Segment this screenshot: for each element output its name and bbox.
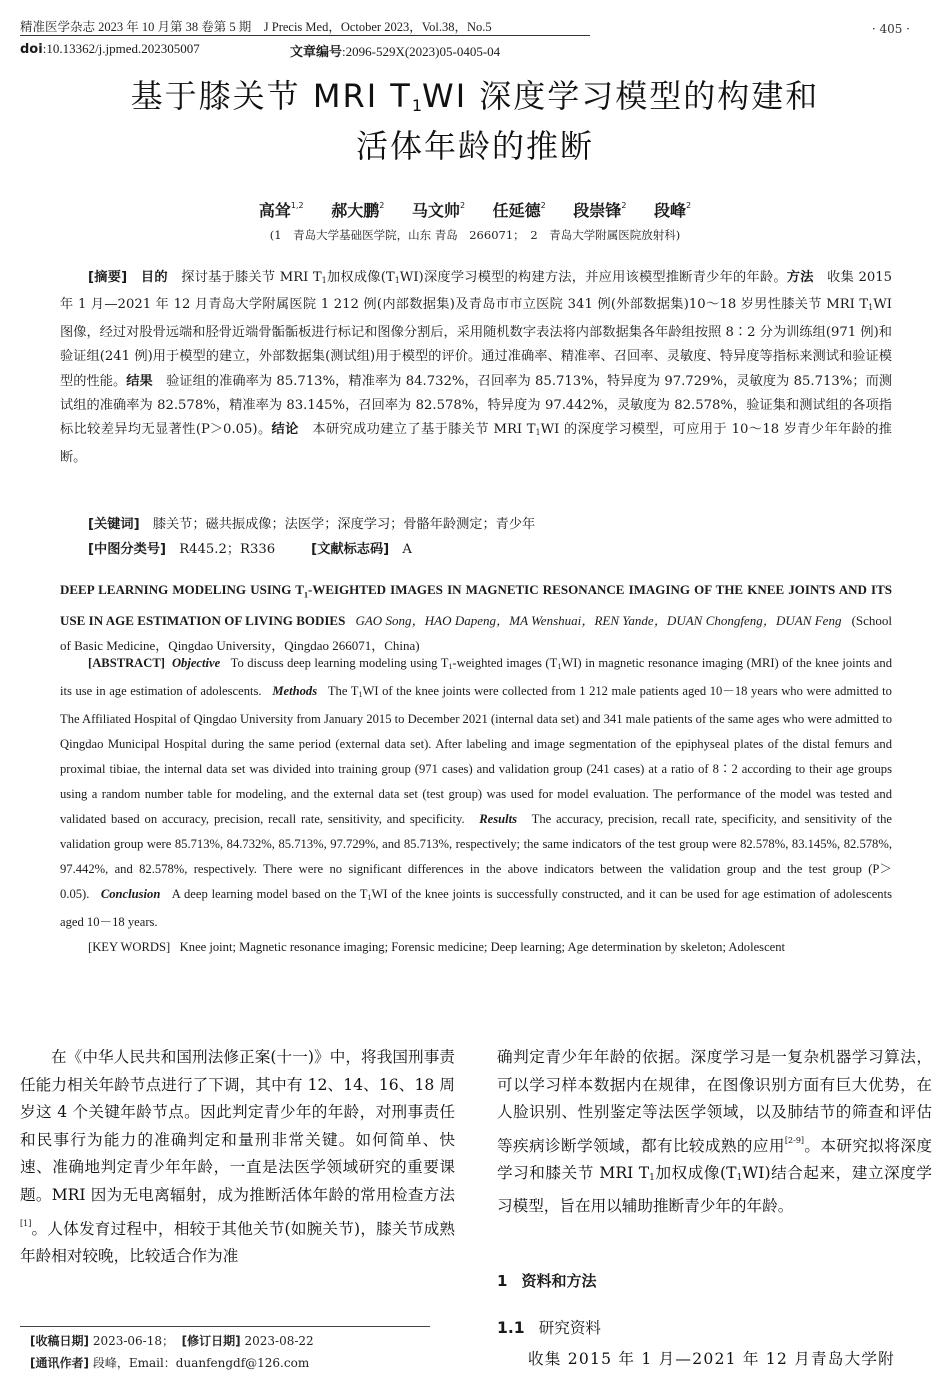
doi-link[interactable]: :10.13362/j.jpmed.202305007 xyxy=(42,41,200,56)
zh-abstract: [摘要] 目的 探讨基于膝关节 MRI T1加权成像(T1WI)深度学习模型的构建方法，并应用该模型推断青少年的年龄。方法 收集 2015 年 1 月—2021 年 12 月青岛大学附属医院 1 212 例(内部数据集)及青岛市市立医院 341 例(外部数据集)10～18 岁男性膝关节 MRI T1WI 图像，经过对股骨远端和胫骨近端骨骺骺板进行标记和图像分割后，采用随机数字表法将内部数据集各年龄组按照 8∶2 分为训练组(971 例)和验证组(241 例)用于模型的建立，外部数据集(测试组)用于模型的评价。通过准确率、精准率、召回率、灵敏度、特异度等指标来测试和验证模型的性能。结果 验证组的准确率为 85.713%，精准率为 84.732%，召回率为 85.713%，特异度为 97.729%，灵敏度为 85.713%；而测试组的准确率为 82.578%，精准率为 83.145%，召回率为 82.578%，特异度为 97.442%，灵敏度为 82.578%，验证集和测试组的各项指标比较差异均无显著性(P＞0.05)。结论 本研究成功建立了基于膝关节 MRI T1WI 的深度学习模型，可应用于 10～18 岁青少年年龄的推断。 xyxy=(60,270,893,465)
doi: doi:10.13362/j.jpmed.202305007 xyxy=(20,41,200,57)
paper-title-line2: 活体年龄的推断 xyxy=(355,127,594,165)
article-number: 文章编号:2096-529X(2023)05-0405-04 xyxy=(290,44,501,60)
author-list xyxy=(0,198,950,221)
citation-link[interactable]: [2-9] xyxy=(784,1135,805,1145)
en-abstract: [ABSTRACT] Objective To discuss deep learning modeling using $T_1$-weighted images $(T_1WI)$ in magnetic resonance imaging (MRI) of the knee joints and its use in age estimation of adolescents. Methods The $T_1WI$ of the knee joints were collected from 1 212 male patients aged 10－18 years who were admitted to The Affiliated Hospital of Qingdao University from January 2015 to December 2021 (internal data set) and 341 male patients of the same ages who were admitted to Qingdao Municipal Hospital during the same period (external data set). After labeling and image segmentation of the epiphyseal plates of the distal femurs and proximal tibiae, the internal data set was divided into training group (971 cases) and validation group (241 cases) at a ratio of 8∶2 according to their age groups using a random number table for modeling, and the external data set (test group) was used for model evaluation. The performance of the model was tested and validated based on accuracy, precision, recall rate, sensitivity, and specificity. Results The accuracy, precision, recall rate, specificity, and sensitivity of the validation group were 85.713%, 84.732%, 85.713%, 97.729%, and 85.713%, respectively; the same indicators of the test group were 82.578%, 83.145%, 82.578%, 97.442%, and 82.578%, respectively. There were no significant differences in the above indicators between the validation group and the test group (P＞0.05). Conclusion A deep learning model based on the $T_1WI$ of the knee joints is successfully constructed, and it can be used for age estimation of adolescents aged 10－18 years. [KEY WORDS] Knee joint; Magnetic resonance imaging; Forensic medicine; Deep learning; Age determination by skeleton; Adolescent xyxy=(60,651,892,960)
zh-classification: [中图分类号] R445.2；R336 [文献标志码] A xyxy=(88,542,412,557)
author: 任延德$^2$ xyxy=(492,201,546,220)
subsection-heading: 1.1 研究资料 xyxy=(497,1319,602,1337)
page-number: · 405 · xyxy=(871,22,910,36)
footnote-corresponding: [通讯作者] 段峰，Email：duanfengdf@126.com xyxy=(30,1356,310,1370)
zh-keywords: [关键词] 膝关节；磁共振成像；法医学；深度学习；骨骼年龄测定；青少年 xyxy=(88,517,536,532)
affiliation: (1 青岛大学基础医学院，山东 青岛 266071； 2 青岛大学附属医院放射科) xyxy=(269,228,681,242)
en-title-block: DEEP LEARNING MODELING USING $T_1$-WEIGHTED IMAGES IN MAGNETIC RESONANCE IMAGING OF THE KNEE JOINTS AND ITS USE IN AGE ESTIMATION OF LIVING BODIES GAO Song，HAO Dapeng，MA Wenshuai，REN Yande，DUAN Chongfeng，DUAN Feng (School of Basic Medicine，Qingdao University，Qingdao 266071，China) xyxy=(60,582,893,653)
en-keywords: [KEY WORDS] Knee joint; Magnetic resonance imaging; Forensic medicine; Deep learning; Age determination by skeleton; Adolescent xyxy=(88,940,786,954)
email-link[interactable]: 段峰，Email：duanfengdf@126.com xyxy=(92,1356,310,1370)
footnote-dates: [收稿日期] 2023-06-18； [修订日期] 2023-08-22 xyxy=(30,1334,314,1348)
footnote-rule xyxy=(20,1326,430,1327)
body-right-column: 确判定青少年年龄的依据。深度学习是一复杂机器学习算法，可以学习样本数据内在规律，在图像识别方面有巨大优势，在人脸识别、性别鉴定等法医学领域，以及肺结节的筛查和评估等疾病诊断学领域，都有比较成熟的应用[2-9]。本研究拟将深度学习和膝关节 MRI $T_1$加权成像$(T_1WI)$结合起来，建立深度学习模型，旨在用以辅助推断青少年的年龄。 xyxy=(497,1048,932,1215)
body-left-column: 在《中华人民共和国刑法修正案(十一)》中，将我国刑事责任能力相关年龄节点进行了下调，其中有 12、14、16、18 周岁这 4 个关键年龄节点。因此判定青少年的年龄，对刑事责任和民事行为能力的准确判定和量刑非常关键。如何简单、快速、准确地判定青少年年龄，一直是法医学领域研究的重要课题。MRI 因为无电离辐射，成为推断活体年龄的常用检查方法[1]。人体发育过程中，相较于其他关节(如腕关节)，膝关节成熟年龄相对较晚，比较适合作为准 xyxy=(20,1048,455,1266)
citation-link[interactable]: [1] xyxy=(20,1218,32,1228)
author: 马文帅$^2$ xyxy=(411,201,466,220)
paper-title-line1: 基于膝关节 MRI $T_1WI$ 深度学习模型的构建和 xyxy=(130,77,820,115)
author: 郝大鹏$^2$ xyxy=(331,201,385,220)
author: 段峰$^2$ xyxy=(653,201,692,220)
author: 高耸$^{1,2}$ xyxy=(258,201,304,220)
section-heading: 1 资料和方法 xyxy=(497,1272,597,1290)
journal-header: 精准医学杂志 2023 年 10 月第 38 卷第 5 期 J Precis Med，October 2023，Vol.38，No.5 xyxy=(20,20,492,34)
author: 段崇锋$^2$ xyxy=(573,201,627,220)
body-right-continuation: 收集 2015 年 1 月—2021 年 12 月青岛大学附 xyxy=(528,1350,895,1368)
header-rule xyxy=(20,35,590,36)
